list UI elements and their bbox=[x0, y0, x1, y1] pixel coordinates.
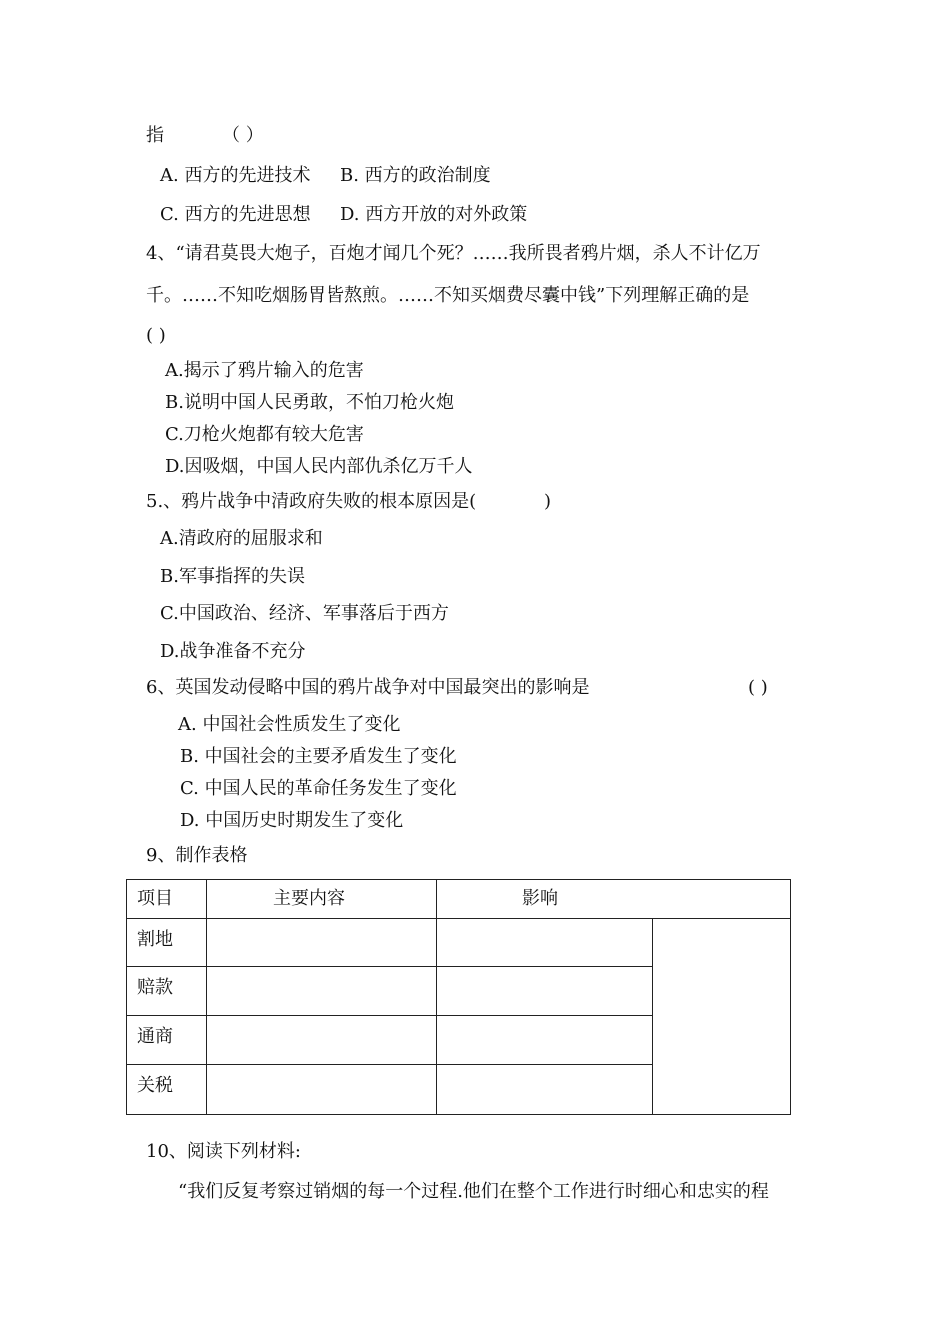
row-label-cell bbox=[127, 919, 207, 967]
q3-option-a: A. 西方的先进技术 bbox=[160, 165, 311, 186]
empty-cell[interactable] bbox=[437, 967, 653, 1016]
q5-option-a: A.清政府的屈服求和 bbox=[160, 528, 323, 549]
empty-cell[interactable] bbox=[207, 919, 437, 967]
header-content-label: 主要内容 bbox=[273, 888, 345, 909]
q6-answer-paren: ( ) bbox=[748, 677, 768, 698]
q4-stem-line1: 4、“请君莫畏大炮子，百炮才闻几个死？……我所畏者鸦片烟，杀人不计亿万 bbox=[146, 243, 761, 264]
empty-cell[interactable] bbox=[207, 1016, 437, 1065]
q3-answer-paren: （ ） bbox=[222, 125, 264, 146]
header-impact-label: 影响 bbox=[522, 888, 558, 909]
q5-option-d: D.战争准备不充分 bbox=[160, 641, 306, 662]
row-label: 割地 bbox=[137, 929, 173, 950]
row-label: 通商 bbox=[137, 1026, 173, 1047]
q3-option-d: D. 西方开放的对外政策 bbox=[340, 204, 528, 225]
q9-table bbox=[126, 879, 791, 1115]
q6-option-a: A. 中国社会性质发生了变化 bbox=[178, 714, 401, 735]
empty-cell[interactable] bbox=[207, 1065, 437, 1115]
header-item-label: 项目 bbox=[137, 888, 173, 909]
q6-option-b: B. 中国社会的主要矛盾发生了变化 bbox=[180, 746, 457, 767]
table-header-cell bbox=[127, 880, 207, 919]
q4-option-c: C.刀枪火炮都有较大危害 bbox=[165, 424, 364, 445]
q10-stem: 10、阅读下列材料: bbox=[146, 1141, 301, 1162]
q4-option-d: D.因吸烟，中国人民内部仇杀亿万千人 bbox=[165, 456, 473, 477]
q4-option-a: A.揭示了鸦片输入的危害 bbox=[165, 360, 364, 381]
q5-option-b: B.军事指挥的失误 bbox=[160, 566, 305, 587]
row-label-cell bbox=[127, 1016, 207, 1065]
empty-cell[interactable] bbox=[437, 919, 653, 967]
row-label-cell bbox=[127, 1065, 207, 1115]
q4-answer-paren: ( ) bbox=[146, 325, 166, 346]
q6-option-c: C. 中国人民的革命任务发生了变化 bbox=[180, 778, 457, 799]
q4-option-b: B.说明中国人民勇敢，不怕刀枪火炮 bbox=[165, 392, 454, 413]
table-header-cell bbox=[207, 880, 437, 919]
merged-empty-cell[interactable] bbox=[653, 919, 791, 1115]
table-header-cell bbox=[437, 880, 791, 919]
table-row bbox=[127, 919, 791, 967]
table-header-row bbox=[127, 880, 791, 919]
q3-option-b: B. 西方的政治制度 bbox=[340, 165, 491, 186]
q5-answer-paren-close: ) bbox=[544, 491, 552, 512]
q5-option-c: C.中国政治、经济、军事落后于西方 bbox=[160, 603, 449, 624]
row-label-cell bbox=[127, 967, 207, 1016]
q3-option-c: C. 西方的先进思想 bbox=[160, 204, 311, 225]
q6-option-d: D. 中国历史时期发生了变化 bbox=[180, 810, 404, 831]
q5-stem: 5.、鸦片战争中清政府失败的根本原因是( bbox=[146, 491, 477, 512]
empty-cell[interactable] bbox=[437, 1016, 653, 1065]
q10-quote: “我们反复考察过销烟的每一个过程.他们在整个工作进行时细心和忠实的程 bbox=[178, 1181, 769, 1202]
q4-stem-line2: 千。……不知吃烟肠胃皆熬煎。……不知买烟费尽囊中钱”下列理解正确的是 bbox=[146, 285, 750, 306]
row-label: 关税 bbox=[137, 1075, 173, 1096]
empty-cell[interactable] bbox=[207, 967, 437, 1016]
q6-stem: 6、英国发动侵略中国的鸦片战争对中国最突出的影响是 bbox=[146, 677, 590, 698]
row-label: 赔款 bbox=[137, 977, 173, 998]
q9-stem: 9、制作表格 bbox=[146, 845, 248, 866]
q3-stem-tail: 指 bbox=[146, 125, 164, 146]
empty-cell[interactable] bbox=[437, 1065, 653, 1115]
